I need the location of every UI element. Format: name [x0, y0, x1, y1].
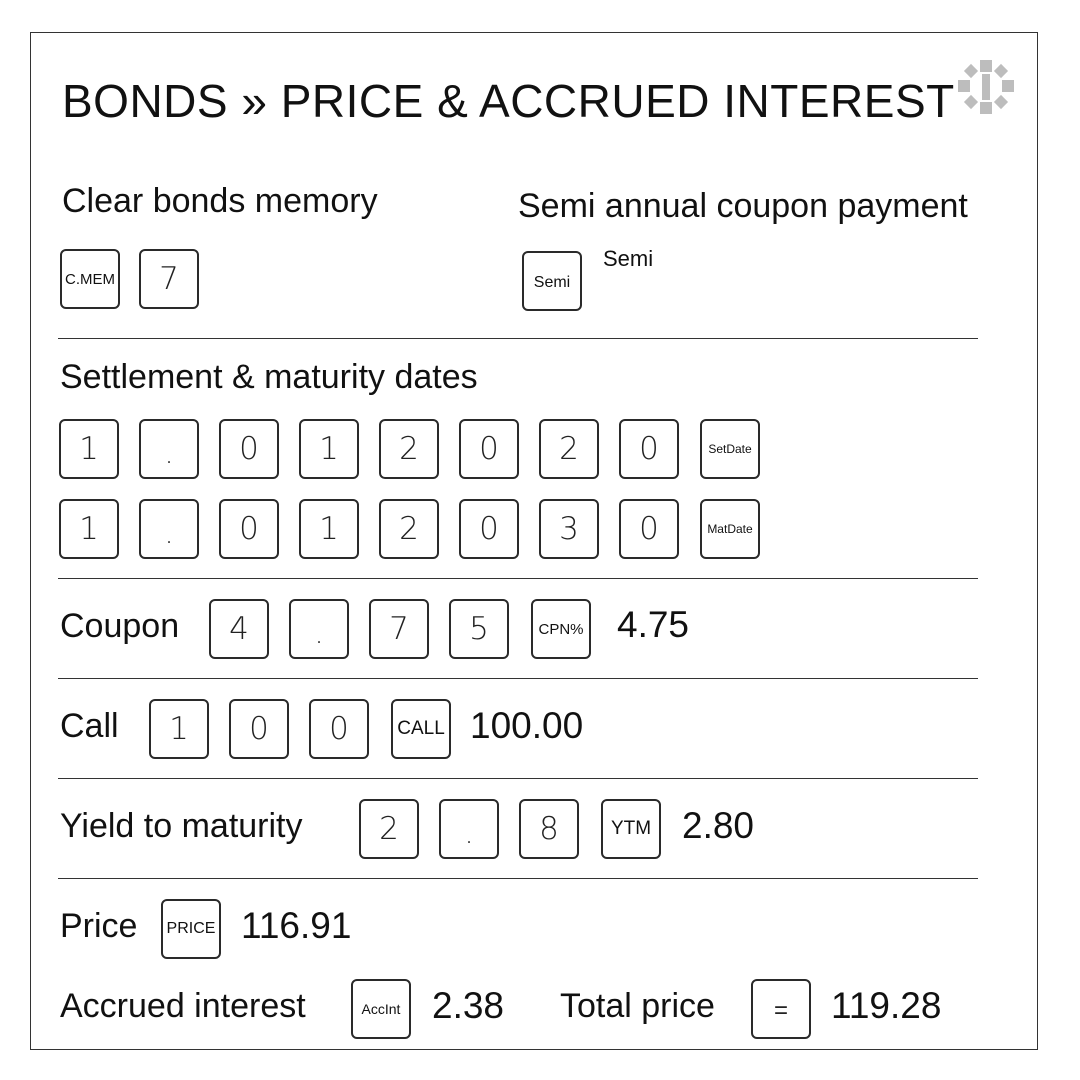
dates-label: Settlement & maturity dates — [60, 358, 478, 396]
settlement-key[interactable]: 2 — [379, 419, 439, 479]
maturity-key[interactable]: 2 — [379, 499, 439, 559]
divider — [58, 878, 978, 879]
maturity-key[interactable]: 1 — [59, 499, 119, 559]
ytm-key[interactable]: 2 — [359, 799, 419, 859]
coupon-key[interactable]: . — [289, 599, 349, 659]
total-price-display: 119.28 — [831, 985, 942, 1026]
cpn-percent-key[interactable]: CPN% — [531, 599, 591, 659]
settlement-key[interactable]: 0 — [219, 419, 279, 479]
call-fn-key[interactable]: CALL — [391, 699, 451, 759]
page-title: BONDS » PRICE & ACCRUED INTEREST — [62, 75, 955, 127]
ytm-display: 2.80 — [682, 805, 755, 846]
settlement-key[interactable]: 0 — [459, 419, 519, 479]
price-fn-key[interactable]: PRICE — [161, 899, 221, 959]
coupon-key[interactable]: 4 — [209, 599, 269, 659]
maturity-key[interactable]: 1 — [299, 499, 359, 559]
price-display: 116.91 — [241, 905, 352, 946]
call-key[interactable]: 0 — [309, 699, 369, 759]
divider — [58, 338, 978, 339]
call-key[interactable]: 0 — [229, 699, 289, 759]
maturity-key[interactable]: 0 — [459, 499, 519, 559]
calculator-logo-icon — [956, 58, 1016, 116]
accrued-display: 2.38 — [432, 985, 505, 1026]
settlement-key[interactable]: 2 — [539, 419, 599, 479]
maturity-key[interactable]: 0 — [219, 499, 279, 559]
total-price-label: Total price — [560, 987, 715, 1025]
settlement-key[interactable]: . — [139, 419, 199, 479]
settlement-key[interactable]: 0 — [619, 419, 679, 479]
coupon-key[interactable]: 7 — [369, 599, 429, 659]
setdate-key[interactable]: SetDate — [700, 419, 760, 479]
matdate-key[interactable]: MatDate — [700, 499, 760, 559]
cmem-key[interactable]: C.MEM — [60, 249, 120, 309]
semi-display: Semi — [603, 246, 654, 271]
semi-annual-label: Semi annual coupon payment — [518, 187, 968, 225]
maturity-key[interactable]: 0 — [619, 499, 679, 559]
ytm-fn-key[interactable]: YTM — [601, 799, 661, 859]
semi-key[interactable]: Semi — [522, 251, 582, 311]
accint-key[interactable]: AccInt — [351, 979, 411, 1039]
coupon-key[interactable]: 5 — [449, 599, 509, 659]
coupon-label: Coupon — [60, 607, 180, 645]
ytm-key[interactable]: 8 — [519, 799, 579, 859]
coupon-display: 4.75 — [617, 604, 690, 645]
call-key[interactable]: 1 — [149, 699, 209, 759]
settlement-key[interactable]: 1 — [299, 419, 359, 479]
equals-key[interactable]: = — [751, 979, 811, 1039]
divider — [58, 778, 978, 779]
maturity-key[interactable]: 3 — [539, 499, 599, 559]
price-label: Price — [60, 907, 138, 945]
settlement-key[interactable]: 1 — [59, 419, 119, 479]
ytm-key[interactable]: . — [439, 799, 499, 859]
clear-memory-label: Clear bonds memory — [62, 182, 378, 220]
divider — [58, 578, 978, 579]
ytm-label: Yield to maturity — [60, 807, 303, 845]
divider — [58, 678, 978, 679]
maturity-key[interactable]: . — [139, 499, 199, 559]
call-display: 100.00 — [470, 705, 584, 746]
call-label: Call — [60, 707, 119, 745]
digit-7-key[interactable]: 7 — [139, 249, 199, 309]
accrued-label: Accrued interest — [60, 987, 306, 1025]
